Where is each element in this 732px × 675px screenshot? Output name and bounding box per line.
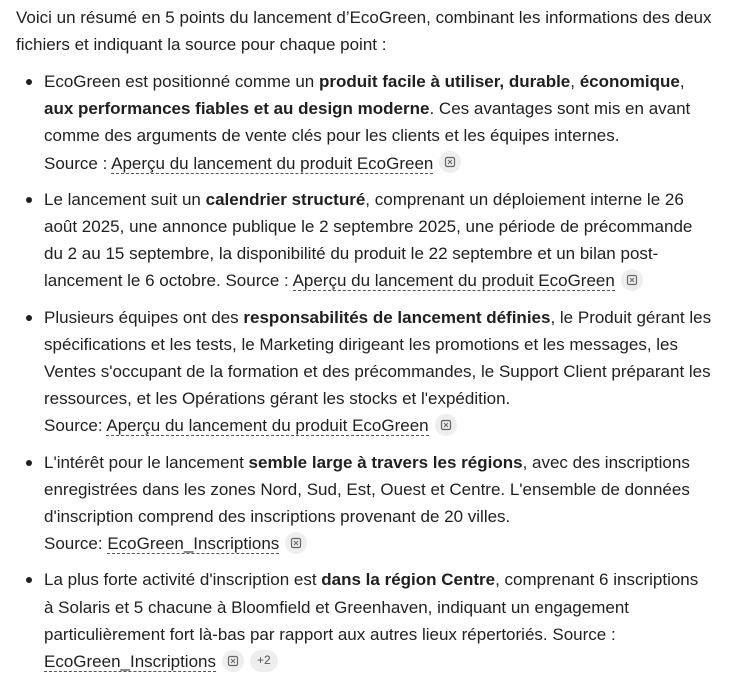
source-link[interactable]: EcoGreen_Inscriptions <box>44 652 216 672</box>
source-label: Source : <box>225 271 293 291</box>
document-icon[interactable] <box>285 532 307 554</box>
text: , le Produit gérant les spécifications et les tests, le Marketing dirigeant les promotions et les messages, les Ventes s'occupant de la formation et des précommandes, le Support Client préparant les ressources, et les Opérations gérant les stocks et l'expédition. <box>44 307 712 409</box>
bold-text: calendrier structuré <box>205 189 366 209</box>
source-link[interactable]: EcoGreen_Inscriptions <box>107 534 280 554</box>
text: EcoGreen est positionné comme un <box>44 72 319 91</box>
source-label: Source: <box>44 534 108 554</box>
text: , avec des inscriptions enregistrées dans les zones Nord, Sud, Est, Ouest et Centre. L'ensemble de données d'inscription comprend des inscriptions provenant de 20 villes. <box>44 452 690 527</box>
document-icon[interactable] <box>435 414 457 436</box>
document-icon[interactable] <box>621 269 643 291</box>
text: , <box>570 72 580 91</box>
bold-text: semble large à travers les régions <box>248 452 523 472</box>
source-link[interactable]: Aperçu du lancement du produit EcoGreen <box>106 416 429 436</box>
more-sources-button[interactable]: +2 <box>250 650 278 672</box>
document-icon[interactable] <box>222 650 244 672</box>
bold-text: dans la région Centre <box>321 570 496 590</box>
document-icon[interactable] <box>439 151 461 173</box>
text: , <box>679 72 685 91</box>
source-link[interactable]: Aperçu du lancement du produit EcoGreen <box>292 271 615 291</box>
source-link[interactable]: Aperçu du lancement du produit EcoGreen <box>111 153 434 173</box>
list-item <box>16 68 712 177</box>
summary-list <box>16 68 712 675</box>
bold-text: économique <box>579 72 680 91</box>
text: , comprenant un déploiement interne le 26 août 2025, une annonce publique le 2 septembre 2025, une période de précommande du 2 au 15 septembre, la disponibilité du produit le 22 septembre et un bilan post-lancement le 6 octobre. <box>44 189 693 291</box>
source-label: Source : <box>552 624 616 644</box>
text: , comprenant 6 inscriptions à Solaris et 5 chacune à Bloomfield et Greenhaven, indiquant un engagement particulièrement fort là-bas par rapport aux autres lieux répertoriés. <box>44 570 699 644</box>
text: L'intérêt pour le lancement <box>44 452 249 472</box>
bold-text: aux performances fiables et au design moderne <box>44 99 430 119</box>
text: Plusieurs équipes ont des <box>44 307 244 327</box>
text: . Ces avantages sont mis en avant comme des arguments de vente clés pour les clients et les équipes internes. <box>44 99 691 146</box>
list-item <box>16 304 712 440</box>
intro-text: Voici un résumé en 5 points du lancement d’EcoGreen, combinant les informations des deux fichiers et indiquant la source pour chaque point : <box>16 8 712 54</box>
source-label: Source : <box>44 153 112 173</box>
list-item <box>16 449 712 558</box>
text: La plus forte activité d'inscription est <box>44 570 322 590</box>
text: Le lancement suit un <box>44 189 206 209</box>
bold-text: produit facile à utiliser, durable <box>318 72 571 91</box>
list-item <box>16 186 712 295</box>
source-label: Source: <box>44 416 107 436</box>
bold-text: responsabilités de lancement définies <box>243 307 551 327</box>
